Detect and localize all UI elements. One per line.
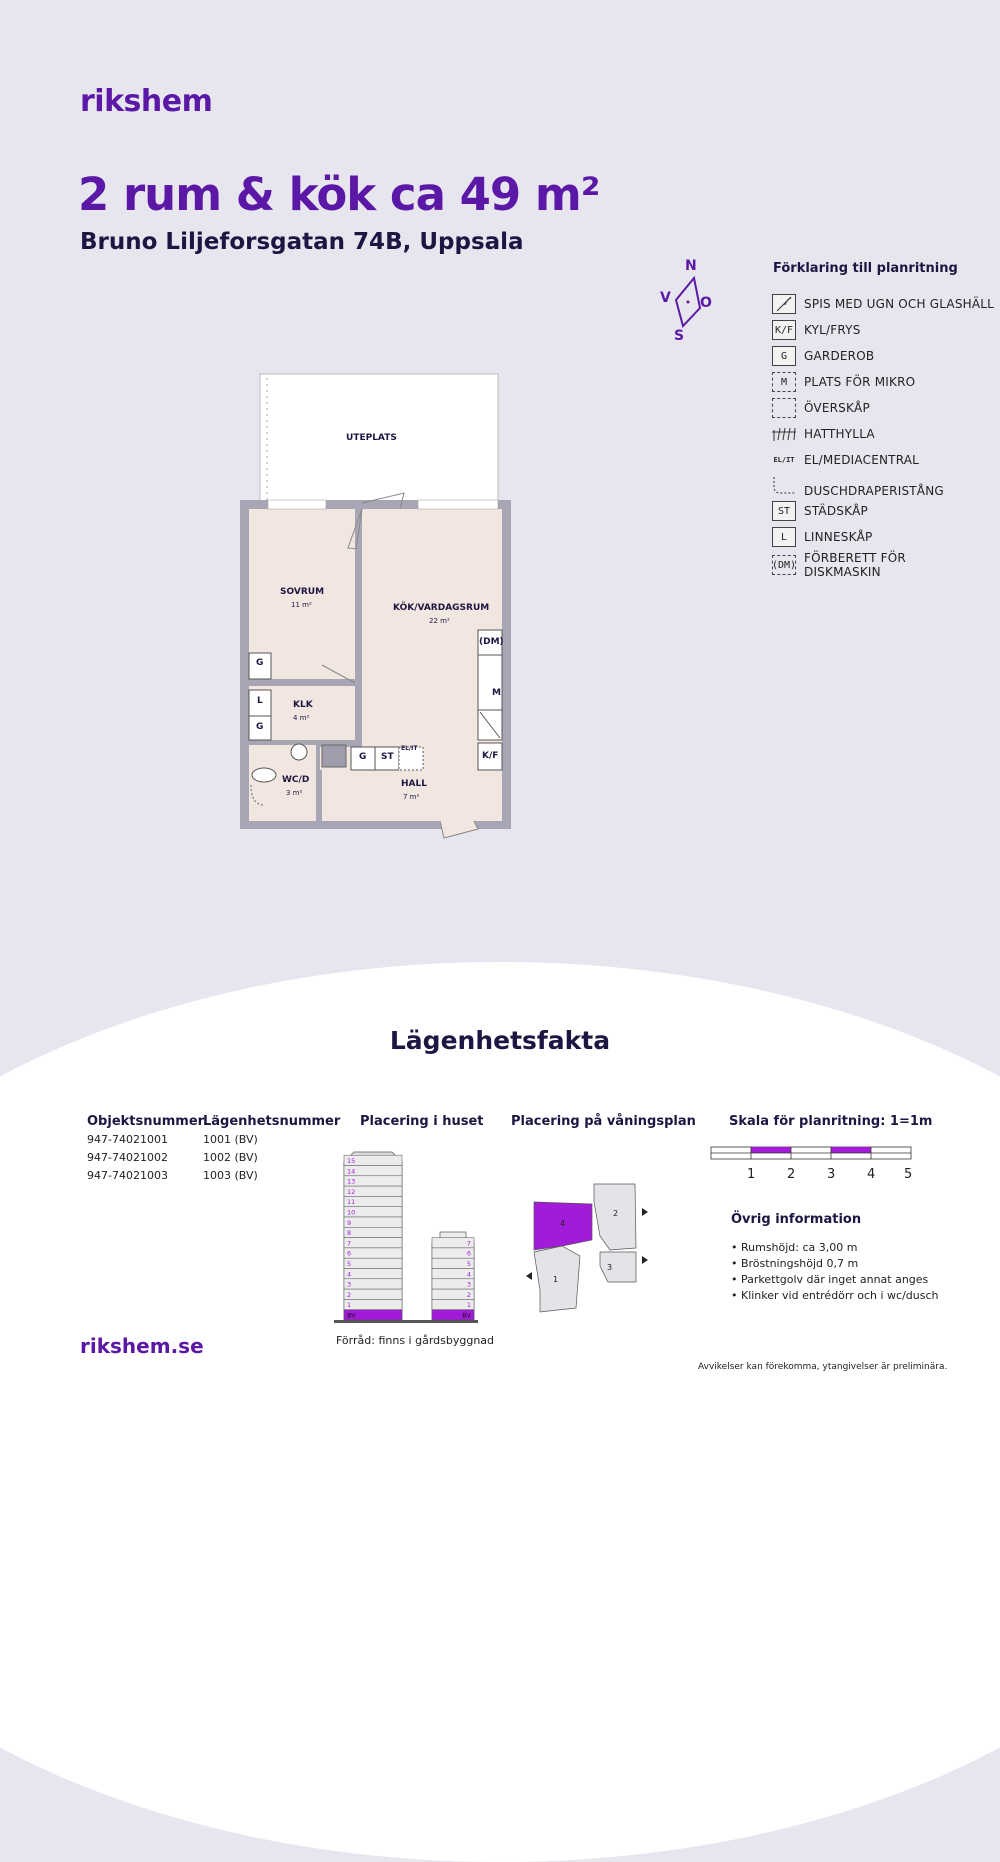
building-diagram [330,1140,490,1335]
building-floor [344,1299,402,1309]
compass-s: S [674,328,685,344]
col-objektsnummer: Objektsnummer [87,1114,205,1129]
legend-label: GARDEROB [804,349,875,363]
legend-label: ÖVERSKÅP [804,401,870,415]
cleaning-closet-label: ST [381,752,394,762]
legend-label: EL/MEDIACENTRAL [804,453,920,467]
legend-title: Förklaring till planritning [773,261,958,276]
ovrig-item: • Klinker vid entrédörr och i wc/dusch [731,1289,939,1302]
floor-label: 5 [347,1260,352,1268]
uteplats-label: UTEPLATS [346,433,397,443]
floor-label: 3 [466,1280,471,1289]
ovrig-item: • Parkettgolv där inget annat anges [731,1273,929,1286]
disclaimer: Avvikelser kan förekomma, ytangivelser är preliminära. [698,1362,948,1372]
fridge-freezer-icon: K/F [772,320,796,340]
wardrobe-label: G [256,722,264,732]
scale-title: Skala för planritning: 1=1m [729,1114,933,1129]
floor-label: 14 [347,1167,356,1176]
wall-cabinet-icon [772,398,796,418]
legend-item [772,526,873,548]
storage-note: Förråd: finns i gårdsbyggnad [336,1334,495,1347]
floor-label: 6 [347,1249,352,1258]
floor-label: 1 [466,1301,471,1310]
floor-label: 2 [466,1290,471,1299]
kok-area: 22 m² [429,617,450,625]
address: Bruno Liljeforsgatan 74B, Uppsala [80,229,524,255]
floor-label: 4 [466,1270,471,1279]
sovrum-area: 11 m² [291,601,312,609]
objekt-cell: 947-74021002 [87,1151,168,1164]
objekt-cell: 947-74021003 [87,1169,168,1182]
legend-label: HATTHYLLA [804,427,875,441]
floor-label: 7 [466,1239,471,1248]
floor-label: BV [347,1311,356,1320]
microwave-label: M [492,688,501,698]
compass-o: O [700,295,712,311]
floor-position-diagram [520,1180,660,1320]
block-label: 4 [560,1219,566,1228]
floor-label: 11 [347,1198,356,1207]
fridge-label: K/F [482,751,499,761]
klk-area: 4 m² [293,714,310,722]
compass-n: N [685,258,697,274]
legend-item [772,449,919,471]
facts-title: Lägenhetsfakta [389,1026,611,1055]
building-floor [344,1217,402,1227]
scale-number: 4 [867,1167,876,1182]
facts-background [0,962,1000,1862]
building-floor [344,1238,402,1248]
placering-vaning-title: Placering på våningsplan [511,1114,696,1129]
legend-label: PLATS FÖR MIKRO [804,375,916,389]
legend-item [772,397,870,419]
building-floor [344,1227,402,1237]
floor-label: 13 [347,1177,356,1186]
legend-item [772,500,868,522]
legend-item [772,319,861,341]
hall-label: HALL [401,779,427,789]
legend-item [772,552,906,578]
floor-plan [235,370,515,840]
block-label: 2 [613,1209,619,1218]
floor-label: 10 [347,1208,356,1217]
scale-number: 1 [747,1167,756,1182]
floor-label: 5 [466,1260,471,1268]
klk-label: KLK [293,700,313,710]
ovrig-item: • Rumshöjd: ca 3,00 m [731,1241,858,1254]
dishwasher-icon: (DM) [772,555,796,575]
building-floor [344,1289,402,1299]
block-label: 3 [607,1263,613,1272]
scale-bar [709,1143,915,1165]
wcd-label: WC/D [282,775,310,785]
floor-label: 12 [347,1187,356,1196]
lagenhet-cell: 1002 (BV) [203,1151,258,1164]
legend-label: SPIS MED UGN OCH GLASHÄLL [804,297,995,311]
ovrig-item: • Bröstningshöjd 0,7 m [731,1257,859,1270]
floor-label: 3 [347,1280,352,1289]
shower-rail-icon [772,476,796,496]
ovrig-title: Övrig information [731,1212,862,1227]
kok-label: KÖK/VARDAGSRUM [393,603,490,613]
el-media-label: EL/IT [401,745,418,752]
legend-item [772,345,874,367]
floor-label: 15 [347,1157,356,1165]
floor-label: 6 [466,1249,471,1258]
page-title: 2 rum & kök ca 49 m² [78,168,600,221]
website-link[interactable]: rikshem.se [80,1334,204,1358]
wcd-area: 3 m² [286,789,303,797]
floor-label: 4 [347,1270,352,1279]
floor-label: 7 [347,1239,352,1248]
microwave-icon: M [772,372,796,392]
linen-closet-icon: L [772,527,796,547]
legend-item [772,293,994,315]
floor-label: 8 [347,1229,352,1238]
compass-v: V [660,290,671,306]
dishwasher-label: (DM) [479,637,504,647]
compass [650,256,730,346]
compass-needle-icon [650,256,730,346]
col-lagenhetsnummer: Lägenhetsnummer [203,1114,341,1129]
building-floor [344,1248,402,1258]
building-floor [344,1279,402,1289]
wardrobe-label: G [359,752,367,762]
floor-label: 2 [347,1290,352,1299]
legend-label: STÄDSKÅP [804,504,868,518]
el-media-icon: EL/IT [773,456,795,464]
building-floor [344,1258,402,1268]
legend-label: KYL/FRYS [804,323,861,337]
floor-label: 1 [347,1301,352,1310]
hat-shelf-icon [772,424,796,444]
rikshem-logo: rikshem [80,84,213,119]
placering-huset-title: Placering i huset [360,1114,484,1129]
wardrobe-icon: G [772,346,796,366]
scale-number: 2 [787,1167,796,1182]
sovrum-label: SOVRUM [280,587,325,597]
floor-label: BV [462,1311,471,1320]
legend-label: LINNESKÅP [804,530,873,544]
lagenhet-cell: 1003 (BV) [203,1169,258,1182]
lagenhet-cell: 1001 (BV) [203,1133,258,1146]
linen-label: L [257,696,263,706]
cleaning-closet-icon: ST [772,501,796,521]
legend-label: DUSCHDRAPERISTÅNG [804,484,944,498]
scale-number: 5 [904,1167,913,1182]
legend-label: FÖRBERETT FÖR DISKMASKIN [804,551,906,579]
stove-icon [772,294,796,314]
wardrobe-label: G [256,658,264,668]
legend-item [772,371,915,393]
objekt-cell: 947-74021001 [87,1133,168,1146]
floor-label: 9 [347,1218,352,1227]
legend-item [772,475,944,497]
building-floor [344,1269,402,1279]
legend-item [772,423,875,445]
scale-number: 3 [827,1167,836,1182]
hall-area: 7 m² [403,793,420,801]
block-label: 1 [553,1275,559,1284]
